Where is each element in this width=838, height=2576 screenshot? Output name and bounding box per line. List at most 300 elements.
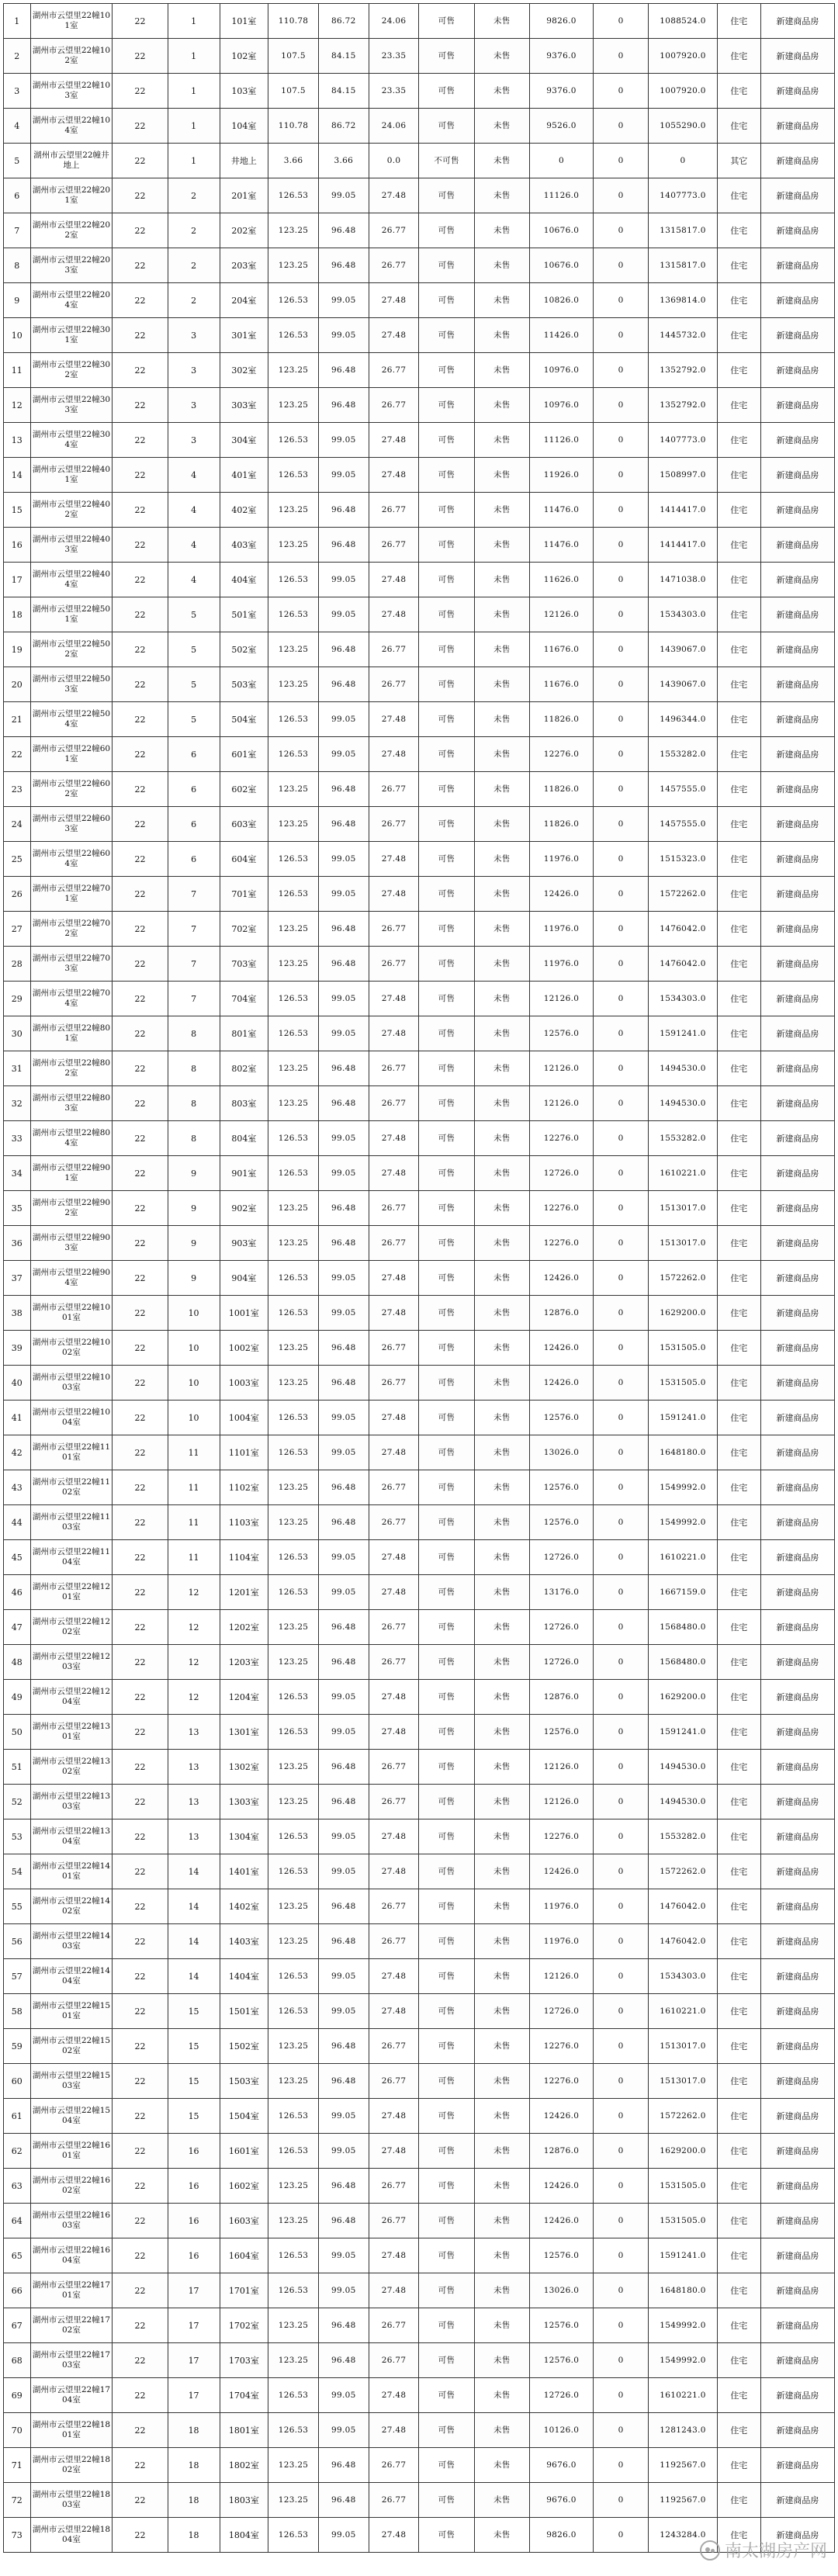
cell-total-price: 1513017.0 [649, 2064, 718, 2099]
cell-shared-area: 27.48 [369, 458, 419, 493]
cell-shared-area: 27.48 [369, 1994, 419, 2029]
cell-usage: 住宅 [717, 807, 760, 842]
cell-unit-price: 9676.0 [529, 2483, 593, 2518]
cell-total-area: 123.25 [268, 1924, 319, 1959]
cell-unit: 1003室 [220, 1366, 268, 1401]
cell-floor: 4 [168, 528, 220, 563]
cell-address: 湖州市云望里22幢104室 [30, 109, 113, 144]
cell-inner-area: 96.48 [318, 2204, 369, 2238]
cell-building: 22 [113, 563, 168, 597]
cell-floor: 11 [168, 1435, 220, 1470]
cell-type: 新建商品房 [760, 807, 834, 842]
cell-total-price: 1407773.0 [649, 178, 718, 213]
cell-type: 新建商品房 [760, 1331, 834, 1366]
cell-sale-status: 可售 [419, 1331, 474, 1366]
cell-usage: 住宅 [717, 2029, 760, 2064]
cell-inner-area: 3.66 [318, 144, 369, 178]
cell-unit-price: 12876.0 [529, 2134, 593, 2169]
cell-sale-status: 可售 [419, 2169, 474, 2204]
cell-address: 湖州市云望里22幢1001室 [30, 1296, 113, 1331]
cell-building: 22 [113, 2518, 168, 2553]
cell-sold-status: 未售 [474, 842, 529, 877]
cell-usage: 住宅 [717, 737, 760, 772]
cell-shared-area: 26.77 [369, 2204, 419, 2238]
cell-extra: 0 [593, 1575, 648, 1610]
cell-unit: 1202室 [220, 1610, 268, 1645]
cell-floor: 9 [168, 1156, 220, 1191]
cell-unit: 1704室 [220, 2378, 268, 2413]
cell-address: 湖州市云望里22幢1703室 [30, 2343, 113, 2378]
cell-inner-area: 96.48 [318, 947, 369, 982]
cell-extra: 0 [593, 1366, 648, 1401]
cell-total-area: 123.25 [268, 947, 319, 982]
cell-total-price: 1572262.0 [649, 1261, 718, 1296]
cell-floor: 3 [168, 318, 220, 353]
cell-unit-price: 9676.0 [529, 2448, 593, 2483]
cell-type: 新建商品房 [760, 1156, 834, 1191]
cell-sale-status: 可售 [419, 2238, 474, 2273]
cell-address: 湖州市云望里22幢201室 [30, 178, 113, 213]
cell-extra: 0 [593, 109, 648, 144]
cell-floor: 12 [168, 1610, 220, 1645]
cell-sold-status: 未售 [474, 2518, 529, 2553]
cell-address: 湖州市云望里22幢1603室 [30, 2204, 113, 2238]
cell-extra: 0 [593, 388, 648, 423]
cell-inner-area: 96.48 [318, 2308, 369, 2343]
cell-building: 22 [113, 2378, 168, 2413]
cell-total-price: 1315817.0 [649, 213, 718, 248]
cell-total-area: 126.53 [268, 877, 319, 912]
cell-floor: 10 [168, 1401, 220, 1435]
cell-address: 湖州市云望里22幢401室 [30, 458, 113, 493]
cell-floor: 6 [168, 772, 220, 807]
cell-sale-status: 可售 [419, 528, 474, 563]
cell-shared-area: 26.77 [369, 1645, 419, 1680]
cell-building: 22 [113, 1191, 168, 1226]
cell-index: 14 [4, 458, 31, 493]
cell-usage: 住宅 [717, 1296, 760, 1331]
cell-usage: 住宅 [717, 1226, 760, 1261]
cell-type: 新建商品房 [760, 1924, 834, 1959]
cell-index: 47 [4, 1610, 31, 1645]
cell-total-price: 1610221.0 [649, 1156, 718, 1191]
table-row [4, 2273, 835, 2308]
cell-unit: 1503室 [220, 2064, 268, 2099]
cell-usage: 住宅 [717, 353, 760, 388]
cell-sold-status: 未售 [474, 213, 529, 248]
cell-shared-area: 27.48 [369, 737, 419, 772]
cell-inner-area: 96.48 [318, 807, 369, 842]
cell-total-price: 1648180.0 [649, 1435, 718, 1470]
cell-type: 新建商品房 [760, 2204, 834, 2238]
cell-total-area: 123.25 [268, 1470, 319, 1505]
cell-unit: 903室 [220, 1226, 268, 1261]
cell-index: 71 [4, 2448, 31, 2483]
cell-unit: 804室 [220, 1121, 268, 1156]
cell-unit-price: 13026.0 [529, 1435, 593, 1470]
cell-usage: 住宅 [717, 423, 760, 458]
cell-extra: 0 [593, 1505, 648, 1540]
cell-floor: 8 [168, 1121, 220, 1156]
cell-total-area: 123.25 [268, 1331, 319, 1366]
cell-unit-price: 9826.0 [529, 2518, 593, 2553]
cell-index: 34 [4, 1156, 31, 1191]
cell-total-area: 126.53 [268, 2099, 319, 2134]
table-row [4, 2308, 835, 2343]
cell-total-area: 126.53 [268, 1296, 319, 1331]
cell-total-area: 123.25 [268, 2448, 319, 2483]
cell-unit-price: 12576.0 [529, 1401, 593, 1435]
cell-total-area: 123.25 [268, 353, 319, 388]
cell-floor: 5 [168, 632, 220, 667]
cell-unit-price: 12276.0 [529, 1819, 593, 1854]
cell-total-price: 1457555.0 [649, 807, 718, 842]
cell-inner-area: 96.48 [318, 493, 369, 528]
cell-unit: 704室 [220, 982, 268, 1016]
cell-index: 57 [4, 1959, 31, 1994]
cell-unit-price: 12576.0 [529, 1016, 593, 1051]
cell-building: 22 [113, 807, 168, 842]
cell-type: 新建商品房 [760, 1470, 834, 1505]
cell-shared-area: 27.48 [369, 877, 419, 912]
cell-shared-area: 26.77 [369, 353, 419, 388]
table-row [4, 1086, 835, 1121]
cell-shared-area: 26.77 [369, 947, 419, 982]
cell-extra: 0 [593, 1401, 648, 1435]
cell-total-area: 123.25 [268, 213, 319, 248]
cell-building: 22 [113, 423, 168, 458]
cell-usage: 住宅 [717, 1366, 760, 1401]
cell-index: 52 [4, 1785, 31, 1819]
cell-index: 39 [4, 1331, 31, 1366]
cell-unit: 802室 [220, 1051, 268, 1086]
cell-unit: 1001室 [220, 1296, 268, 1331]
cell-extra: 0 [593, 1470, 648, 1505]
cell-extra: 0 [593, 1296, 648, 1331]
cell-usage: 住宅 [717, 1575, 760, 1610]
cell-sale-status: 可售 [419, 2029, 474, 2064]
cell-shared-area: 26.77 [369, 807, 419, 842]
cell-total-price: 1572262.0 [649, 877, 718, 912]
cell-total-area: 123.25 [268, 1610, 319, 1645]
cell-total-price: 0 [649, 144, 718, 178]
cell-unit-price: 12576.0 [529, 1470, 593, 1505]
cell-building: 22 [113, 702, 168, 737]
cell-type: 新建商品房 [760, 1261, 834, 1296]
cell-unit-price: 12426.0 [529, 2204, 593, 2238]
cell-sale-status: 可售 [419, 1854, 474, 1889]
table-row [4, 1610, 835, 1645]
cell-usage: 住宅 [717, 1715, 760, 1750]
cell-building: 22 [113, 493, 168, 528]
table-row [4, 912, 835, 947]
cell-sold-status: 未售 [474, 528, 529, 563]
cell-index: 72 [4, 2483, 31, 2518]
cell-sale-status: 可售 [419, 248, 474, 283]
cell-unit: 401室 [220, 458, 268, 493]
cell-unit-price: 12126.0 [529, 597, 593, 632]
cell-inner-area: 96.48 [318, 388, 369, 423]
cell-inner-area: 99.05 [318, 1156, 369, 1191]
cell-sale-status: 可售 [419, 1750, 474, 1785]
cell-index: 58 [4, 1994, 31, 2029]
cell-sale-status: 可售 [419, 353, 474, 388]
cell-inner-area: 96.48 [318, 1889, 369, 1924]
cell-usage: 住宅 [717, 493, 760, 528]
cell-unit: 901室 [220, 1156, 268, 1191]
cell-type: 新建商品房 [760, 423, 834, 458]
cell-extra: 0 [593, 283, 648, 318]
cell-sold-status: 未售 [474, 1785, 529, 1819]
cell-usage: 住宅 [717, 2518, 760, 2553]
cell-unit-price: 10826.0 [529, 283, 593, 318]
cell-type: 新建商品房 [760, 667, 834, 702]
cell-address: 湖州市云望里22幢902室 [30, 1191, 113, 1226]
table-row [4, 109, 835, 144]
cell-unit: 1403室 [220, 1924, 268, 1959]
cell-sold-status: 未售 [474, 1470, 529, 1505]
cell-total-area: 126.53 [268, 1016, 319, 1051]
cell-shared-area: 26.77 [369, 2064, 419, 2099]
cell-type: 新建商品房 [760, 2308, 834, 2343]
cell-inner-area: 96.48 [318, 1226, 369, 1261]
cell-type: 新建商品房 [760, 248, 834, 283]
cell-index: 49 [4, 1680, 31, 1715]
cell-unit-price: 11976.0 [529, 1924, 593, 1959]
cell-inner-area: 84.15 [318, 74, 369, 109]
table-row [4, 1191, 835, 1226]
cell-unit: 403室 [220, 528, 268, 563]
table-row [4, 458, 835, 493]
cell-unit-price: 11476.0 [529, 493, 593, 528]
cell-index: 45 [4, 1540, 31, 1575]
cell-extra: 0 [593, 144, 648, 178]
cell-usage: 住宅 [717, 2343, 760, 2378]
cell-extra: 0 [593, 1121, 648, 1156]
table-row [4, 1715, 835, 1750]
cell-type: 新建商品房 [760, 1889, 834, 1924]
cell-unit: 1702室 [220, 2308, 268, 2343]
table-row [4, 2343, 835, 2378]
cell-inner-area: 96.48 [318, 632, 369, 667]
cell-usage: 住宅 [717, 1331, 760, 1366]
cell-sale-status: 可售 [419, 563, 474, 597]
cell-extra: 0 [593, 39, 648, 74]
table-row [4, 1645, 835, 1680]
cell-sold-status: 未售 [474, 1854, 529, 1889]
cell-unit-price: 11126.0 [529, 178, 593, 213]
cell-usage: 住宅 [717, 528, 760, 563]
cell-index: 5 [4, 144, 31, 178]
cell-total-area: 126.53 [268, 2518, 319, 2553]
cell-unit-price: 12726.0 [529, 1645, 593, 1680]
cell-type: 新建商品房 [760, 842, 834, 877]
cell-extra: 0 [593, 74, 648, 109]
cell-total-price: 1629200.0 [649, 1680, 718, 1715]
cell-unit: 304室 [220, 423, 268, 458]
cell-sale-status: 可售 [419, 1505, 474, 1540]
cell-building: 22 [113, 1645, 168, 1680]
cell-address: 湖州市云望里22幢602室 [30, 772, 113, 807]
table-row [4, 1540, 835, 1575]
cell-unit: 1404室 [220, 1959, 268, 1994]
table-row [4, 1226, 835, 1261]
cell-index: 18 [4, 597, 31, 632]
cell-extra: 0 [593, 1819, 648, 1854]
table-row [4, 1016, 835, 1051]
cell-unit-price: 12576.0 [529, 1715, 593, 1750]
cell-address: 湖州市云望里22幢1103室 [30, 1505, 113, 1540]
cell-floor: 13 [168, 1785, 220, 1819]
cell-unit-price: 12126.0 [529, 1051, 593, 1086]
table-row [4, 2413, 835, 2448]
cell-sold-status: 未售 [474, 2099, 529, 2134]
cell-unit-price: 12876.0 [529, 1296, 593, 1331]
cell-sold-status: 未售 [474, 772, 529, 807]
cell-sold-status: 未售 [474, 178, 529, 213]
cell-type: 新建商品房 [760, 632, 834, 667]
cell-type: 新建商品房 [760, 1994, 834, 2029]
cell-total-price: 1352792.0 [649, 388, 718, 423]
cell-sale-status: 可售 [419, 2273, 474, 2308]
cell-floor: 3 [168, 353, 220, 388]
cell-total-area: 123.25 [268, 632, 319, 667]
cell-sold-status: 未售 [474, 248, 529, 283]
cell-building: 22 [113, 1401, 168, 1435]
cell-total-area: 123.25 [268, 493, 319, 528]
cell-total-price: 1192567.0 [649, 2483, 718, 2518]
cell-usage: 住宅 [717, 2413, 760, 2448]
cell-address: 湖州市云望里22幢403室 [30, 528, 113, 563]
cell-address: 湖州市云望里22幢1804室 [30, 2518, 113, 2553]
cell-type: 新建商品房 [760, 74, 834, 109]
table-row [4, 1575, 835, 1610]
cell-unit-price: 13176.0 [529, 1575, 593, 1610]
cell-sale-status: 可售 [419, 2064, 474, 2099]
cell-sale-status: 可售 [419, 1610, 474, 1645]
cell-building: 22 [113, 1331, 168, 1366]
table-row [4, 1819, 835, 1854]
cell-extra: 0 [593, 2064, 648, 2099]
cell-address: 湖州市云望里22幢1802室 [30, 2448, 113, 2483]
cell-shared-area: 26.77 [369, 1750, 419, 1785]
cell-usage: 住宅 [717, 1994, 760, 2029]
cell-sold-status: 未售 [474, 423, 529, 458]
cell-type: 新建商品房 [760, 2378, 834, 2413]
cell-extra: 0 [593, 667, 648, 702]
cell-floor: 14 [168, 1959, 220, 1994]
cell-extra: 0 [593, 4, 648, 39]
cell-inner-area: 96.48 [318, 353, 369, 388]
cell-usage: 住宅 [717, 1924, 760, 1959]
cell-sale-status: 可售 [419, 1296, 474, 1331]
cell-address: 湖州市云望里22幢103室 [30, 74, 113, 109]
cell-shared-area: 26.77 [369, 1889, 419, 1924]
cell-extra: 0 [593, 248, 648, 283]
cell-extra: 0 [593, 2029, 648, 2064]
cell-address: 湖州市云望里22幢803室 [30, 1086, 113, 1121]
cell-inner-area: 96.48 [318, 1470, 369, 1505]
cell-usage: 住宅 [717, 877, 760, 912]
table-row [4, 248, 835, 283]
cell-unit-price: 11976.0 [529, 912, 593, 947]
cell-sale-status: 可售 [419, 493, 474, 528]
cell-extra: 0 [593, 772, 648, 807]
cell-index: 21 [4, 702, 31, 737]
cell-floor: 13 [168, 1715, 220, 1750]
cell-building: 22 [113, 1854, 168, 1889]
cell-building: 22 [113, 1785, 168, 1819]
table-row [4, 2378, 835, 2413]
cell-unit-price: 9826.0 [529, 4, 593, 39]
cell-total-price: 1531505.0 [649, 2169, 718, 2204]
cell-address: 湖州市云望里22幢1702室 [30, 2308, 113, 2343]
cell-unit-price: 12726.0 [529, 1610, 593, 1645]
cell-unit-price: 12876.0 [529, 1680, 593, 1715]
cell-usage: 住宅 [717, 458, 760, 493]
cell-total-price: 1369814.0 [649, 283, 718, 318]
cell-sold-status: 未售 [474, 912, 529, 947]
cell-usage: 住宅 [717, 1156, 760, 1191]
cell-usage: 住宅 [717, 4, 760, 39]
cell-sale-status: 可售 [419, 2134, 474, 2169]
cell-shared-area: 26.77 [369, 1331, 419, 1366]
cell-inner-area: 96.48 [318, 1610, 369, 1645]
cell-sold-status: 未售 [474, 1261, 529, 1296]
table-row [4, 2448, 835, 2483]
cell-total-price: 1513017.0 [649, 1191, 718, 1226]
cell-building: 22 [113, 4, 168, 39]
cell-inner-area: 99.05 [318, 1994, 369, 2029]
cell-floor: 6 [168, 807, 220, 842]
cell-unit: 904室 [220, 1261, 268, 1296]
cell-total-price: 1553282.0 [649, 737, 718, 772]
cell-shared-area: 26.77 [369, 912, 419, 947]
cell-sold-status: 未售 [474, 2238, 529, 2273]
cell-building: 22 [113, 2029, 168, 2064]
cell-sale-status: 可售 [419, 1435, 474, 1470]
cell-building: 22 [113, 667, 168, 702]
cell-unit: 1304室 [220, 1819, 268, 1854]
cell-total-price: 1534303.0 [649, 982, 718, 1016]
cell-index: 17 [4, 563, 31, 597]
cell-extra: 0 [593, 597, 648, 632]
cell-building: 22 [113, 2413, 168, 2448]
cell-type: 新建商品房 [760, 737, 834, 772]
cell-total-area: 126.53 [268, 2273, 319, 2308]
table-row [4, 144, 835, 178]
cell-usage: 住宅 [717, 2448, 760, 2483]
cell-building: 22 [113, 2448, 168, 2483]
cell-extra: 0 [593, 1051, 648, 1086]
cell-index: 20 [4, 667, 31, 702]
cell-floor: 15 [168, 2029, 220, 2064]
cell-shared-area: 27.48 [369, 1575, 419, 1610]
cell-index: 33 [4, 1121, 31, 1156]
cell-shared-area: 27.48 [369, 597, 419, 632]
cell-index: 63 [4, 2169, 31, 2204]
cell-total-area: 123.25 [268, 1051, 319, 1086]
cell-unit-price: 12576.0 [529, 2308, 593, 2343]
cell-type: 新建商品房 [760, 2273, 834, 2308]
cell-extra: 0 [593, 1715, 648, 1750]
cell-shared-area: 26.77 [369, 1470, 419, 1505]
cell-usage: 住宅 [717, 702, 760, 737]
cell-sold-status: 未售 [474, 667, 529, 702]
cell-index: 1 [4, 4, 31, 39]
cell-shared-area: 26.77 [369, 1086, 419, 1121]
cell-sale-status: 可售 [419, 1226, 474, 1261]
